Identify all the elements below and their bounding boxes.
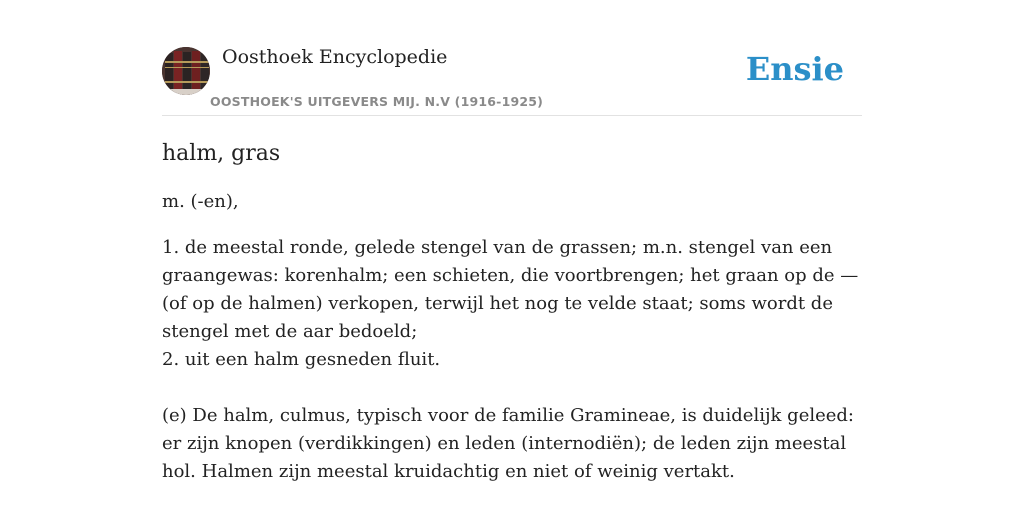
- entry-headword: halm, gras: [162, 141, 281, 166]
- spacer: [162, 374, 862, 402]
- entry-content: [162, 138, 862, 486]
- publisher-label: OOSTHOEK'S UITGEVERS MIJ. N.V (1916-1925): [210, 94, 544, 109]
- book-cover-avatar[interactable]: [162, 47, 210, 95]
- book-title[interactable]: Oosthoek Encyclopedie: [222, 46, 448, 68]
- book-spines-icon: [162, 47, 210, 95]
- entry-sense-1: 1. de meestal ronde, gelede stengel van de grassen; m.n. stengel van een graangewas: korenhalm; een schieten, die voortbrengen; het graan op de — (of op de halmen) verkopen, terwijl het nog te velde staat; soms wordt de stengel met de aar bedoeld;: [162, 237, 859, 342]
- header: [162, 40, 862, 116]
- entry-note: (e) De halm, culmus, typisch voor de familie Gramineae, is duidelijk geleed: er zijn knopen (verdikkingen) en leden (internodiën); de leden zijn meestal hol. Halmen zijn meestal kruidachtig en niet of weinig vertakt.: [162, 405, 854, 482]
- entry-sense-2: 2. uit een halm gesneden fluit.: [162, 349, 441, 370]
- ensie-logo-link[interactable]: Ensie: [745, 50, 844, 88]
- entry-grammar: m. (-en),: [162, 191, 239, 212]
